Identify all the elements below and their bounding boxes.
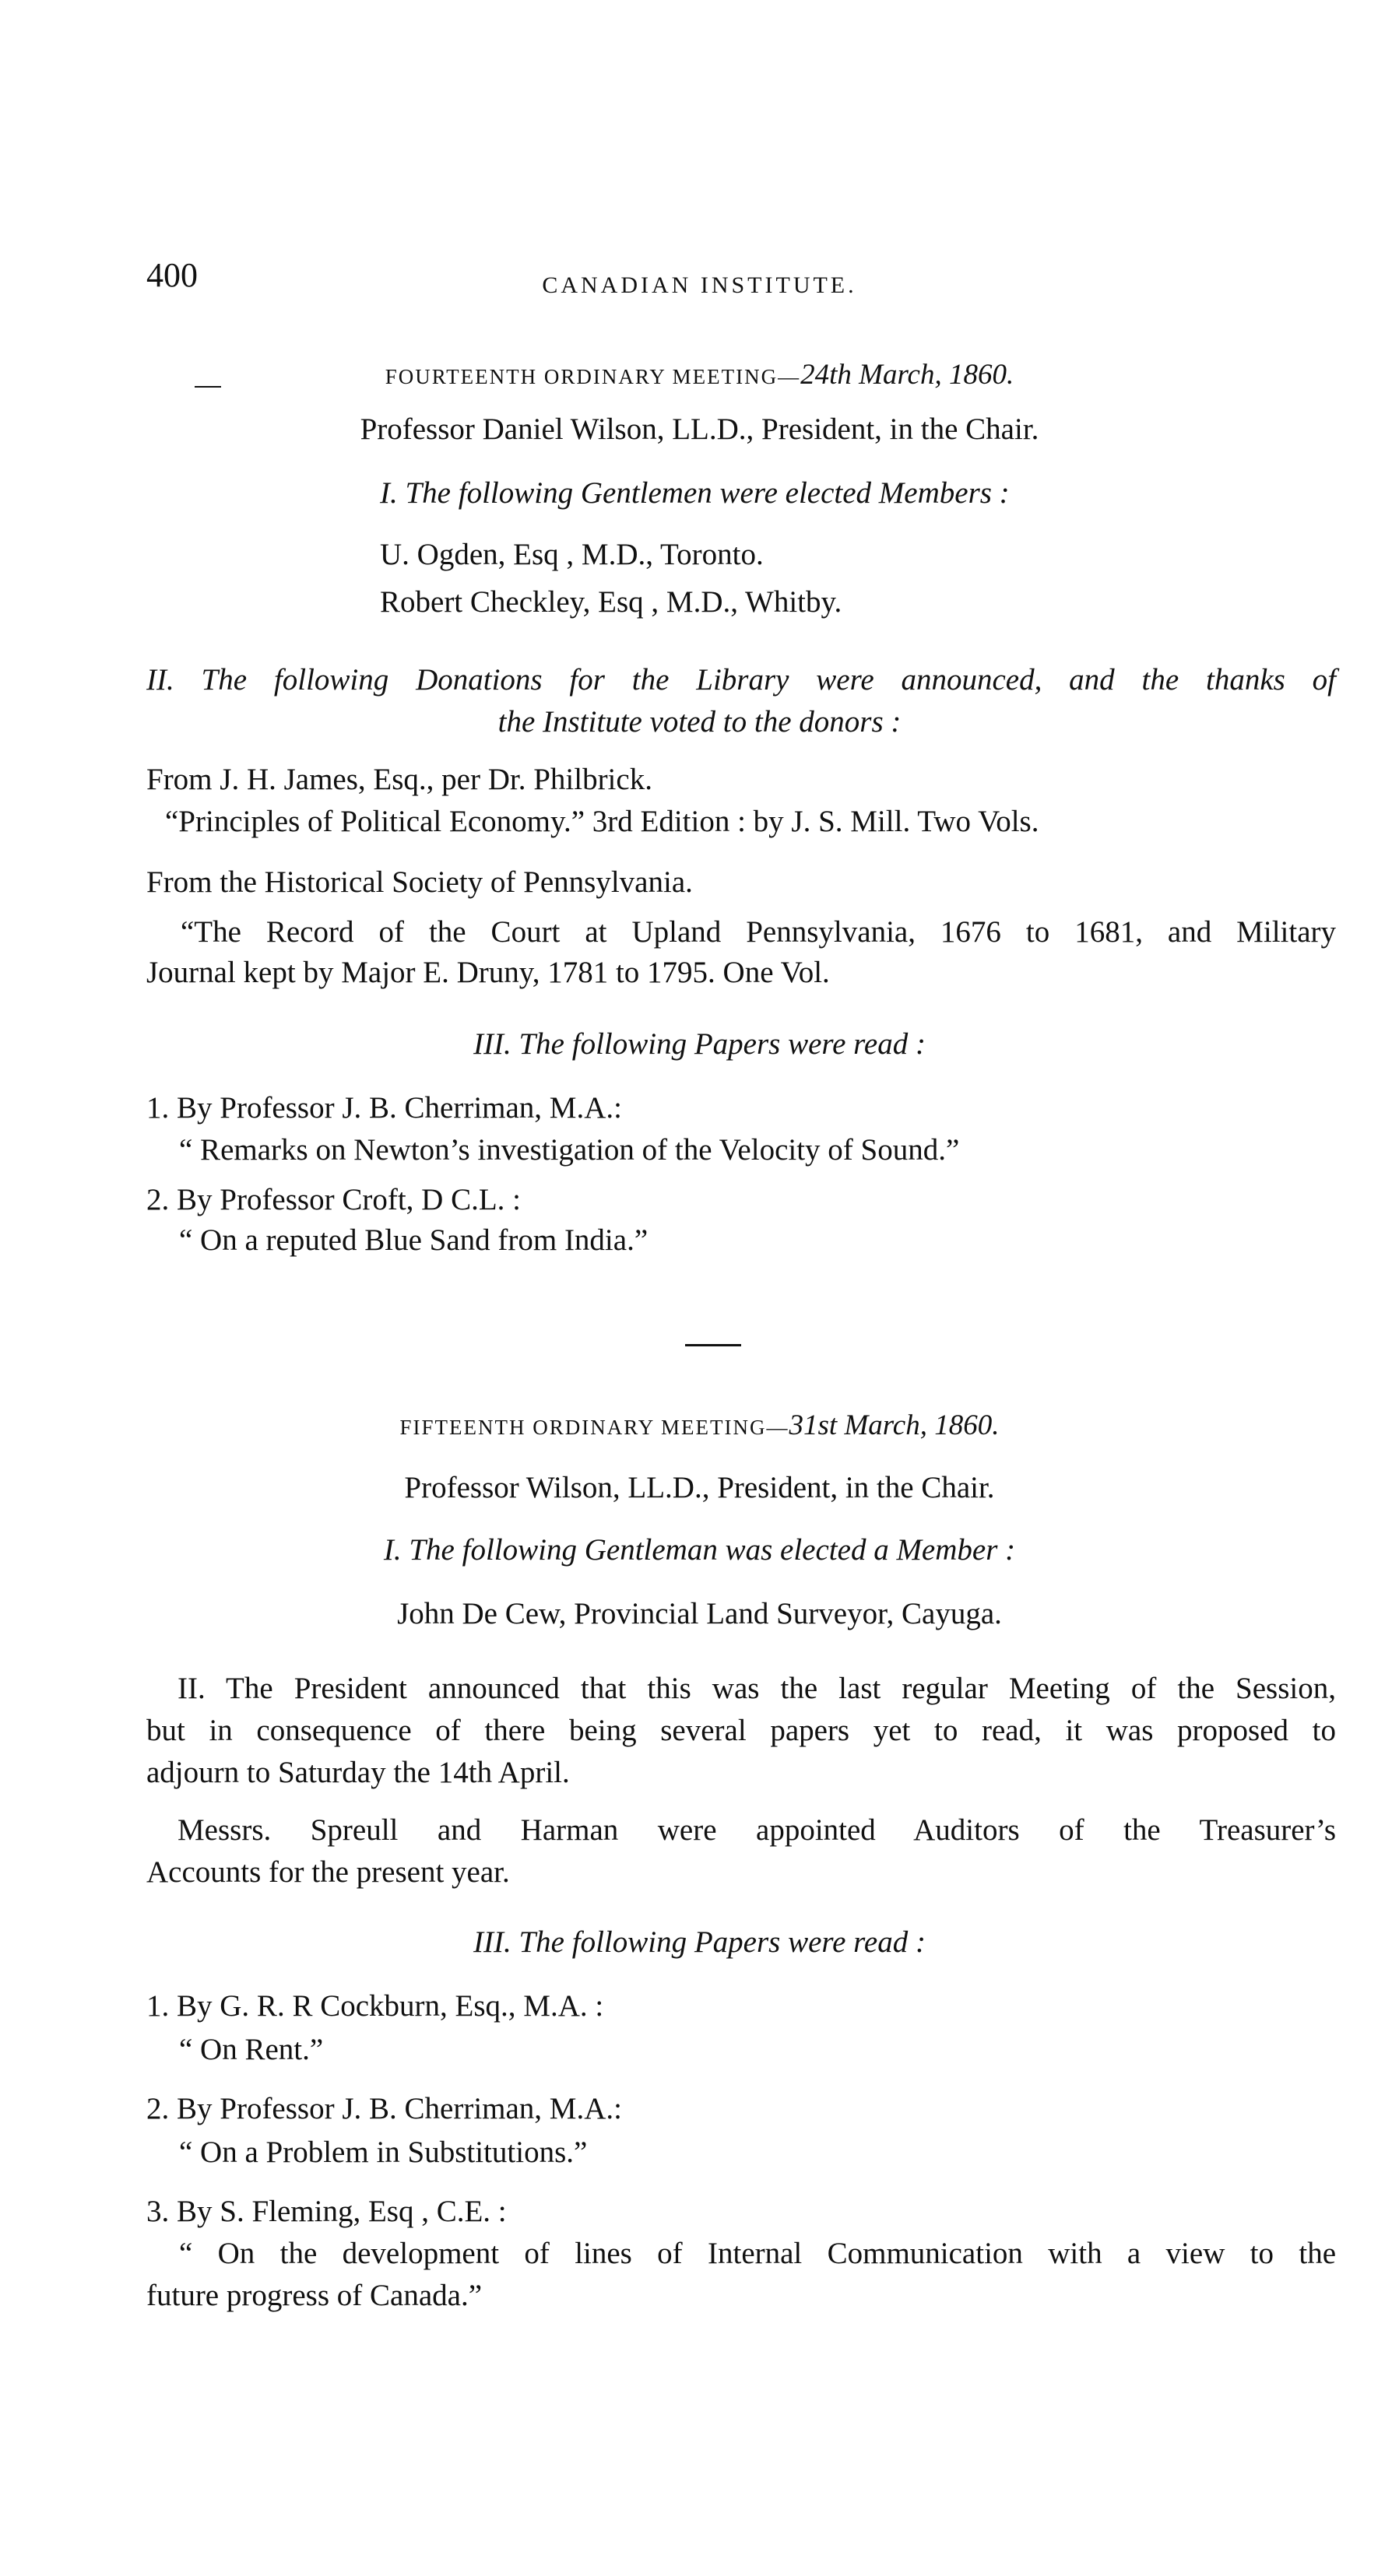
paper-author: 3. By S. Fleming, Esq , C.E. : (146, 2195, 507, 2228)
paper-title-cont: future progress of Canada.” (146, 2279, 482, 2312)
meeting-date: 24th March, 1860. (800, 359, 1014, 391)
member-entry: John De Cew, Provincial Land Surveyor, Cayuga. (397, 1597, 1002, 1630)
auditors-line: Accounts for the present year. (146, 1855, 510, 1889)
paper-author: 1. By Professor J. B. Cherriman, M.A.: (146, 1091, 622, 1125)
donation-source: From J. H. James, Esq., per Dr. Philbrick. (146, 763, 652, 796)
donation-title-cont: Journal kept by Major E. Druny, 1781 to 1795. One Vol. (146, 956, 830, 989)
meeting-date: 31st March, 1860. (789, 1409, 1000, 1441)
paper-author: 2. By Professor Croft, D C.L. : (146, 1183, 521, 1216)
section-divider (685, 1344, 741, 1346)
paper-title: “ On a reputed Blue Sand from India.” (179, 1223, 649, 1257)
paper-title: “ Remarks on Newton’s investigation of the Velocity of Sound.” (179, 1133, 960, 1167)
section-heading-donations: II. The following Donations for the Library were announced, and the thanks of (146, 663, 1336, 697)
announcement-line: adjourn to Saturday the 14th April. (146, 1756, 570, 1789)
running-title: CANADIAN INSTITUTE. (542, 272, 857, 298)
meeting-title-fifteenth (0, 1407, 1399, 1446)
section-heading-donations-cont: the Institute voted to the donors : (497, 705, 902, 739)
paper-title: “ On the development of lines of Internal Communication with a view to the (179, 2237, 1336, 2270)
chair-line: Professor Wilson, LL.D., President, in the Chair. (404, 1471, 995, 1504)
paper-title: “ On Rent.” (179, 2033, 324, 2066)
member-entry: U. Ogden, Esq , M.D., Toronto. (380, 538, 764, 571)
paper-author: 2. By Professor J. B. Cherriman, M.A.: (146, 2092, 622, 2125)
meeting-title-fourteenth (0, 356, 1399, 395)
paper-author: 1. By G. R. R Cockburn, Esq., M.A. : (146, 1989, 604, 2023)
section-heading-papers: III. The following Papers were read : (473, 1027, 926, 1061)
page-number: 400 (146, 256, 198, 294)
section-heading-members: I. The following Gentlemen were elected Members : (380, 476, 1010, 510)
paper-title: “ On a Problem in Substitutions.” (179, 2136, 588, 2169)
donation-source: From the Historical Society of Pennsylvania. (146, 865, 693, 899)
announcement-line: II. The President announced that this was the last regular Meeting of the Session, (178, 1672, 1336, 1705)
chair-line: Professor Daniel Wilson, LL.D., President, in the Chair. (360, 412, 1039, 446)
announcement-line: but in consequence of there being several papers yet to read, it was proposed to (146, 1714, 1336, 1747)
auditors-line: Messrs. Spreull and Harman were appointed Auditors of the Treasurer’s (178, 1813, 1336, 1847)
section-heading-papers: III. The following Papers were read : (473, 1925, 926, 1959)
donation-title: “The Record of the Court at Upland Pennsylvania, 1676 to 1681, and Military (181, 915, 1336, 949)
member-entry: Robert Checkley, Esq , M.D., Whitby. (380, 585, 842, 619)
meeting-title-text: FIFTEENTH ORDINARY MEETING— (399, 1416, 789, 1439)
section-heading-member: I. The following Gentleman was elected a Member : (383, 1533, 1016, 1567)
meeting-title-text: FOURTEENTH ORDINARY MEETING— (385, 365, 801, 388)
donation-title: “Principles of Political Economy.” 3rd Edition : by J. S. Mill. Two Vols. (165, 805, 1039, 838)
